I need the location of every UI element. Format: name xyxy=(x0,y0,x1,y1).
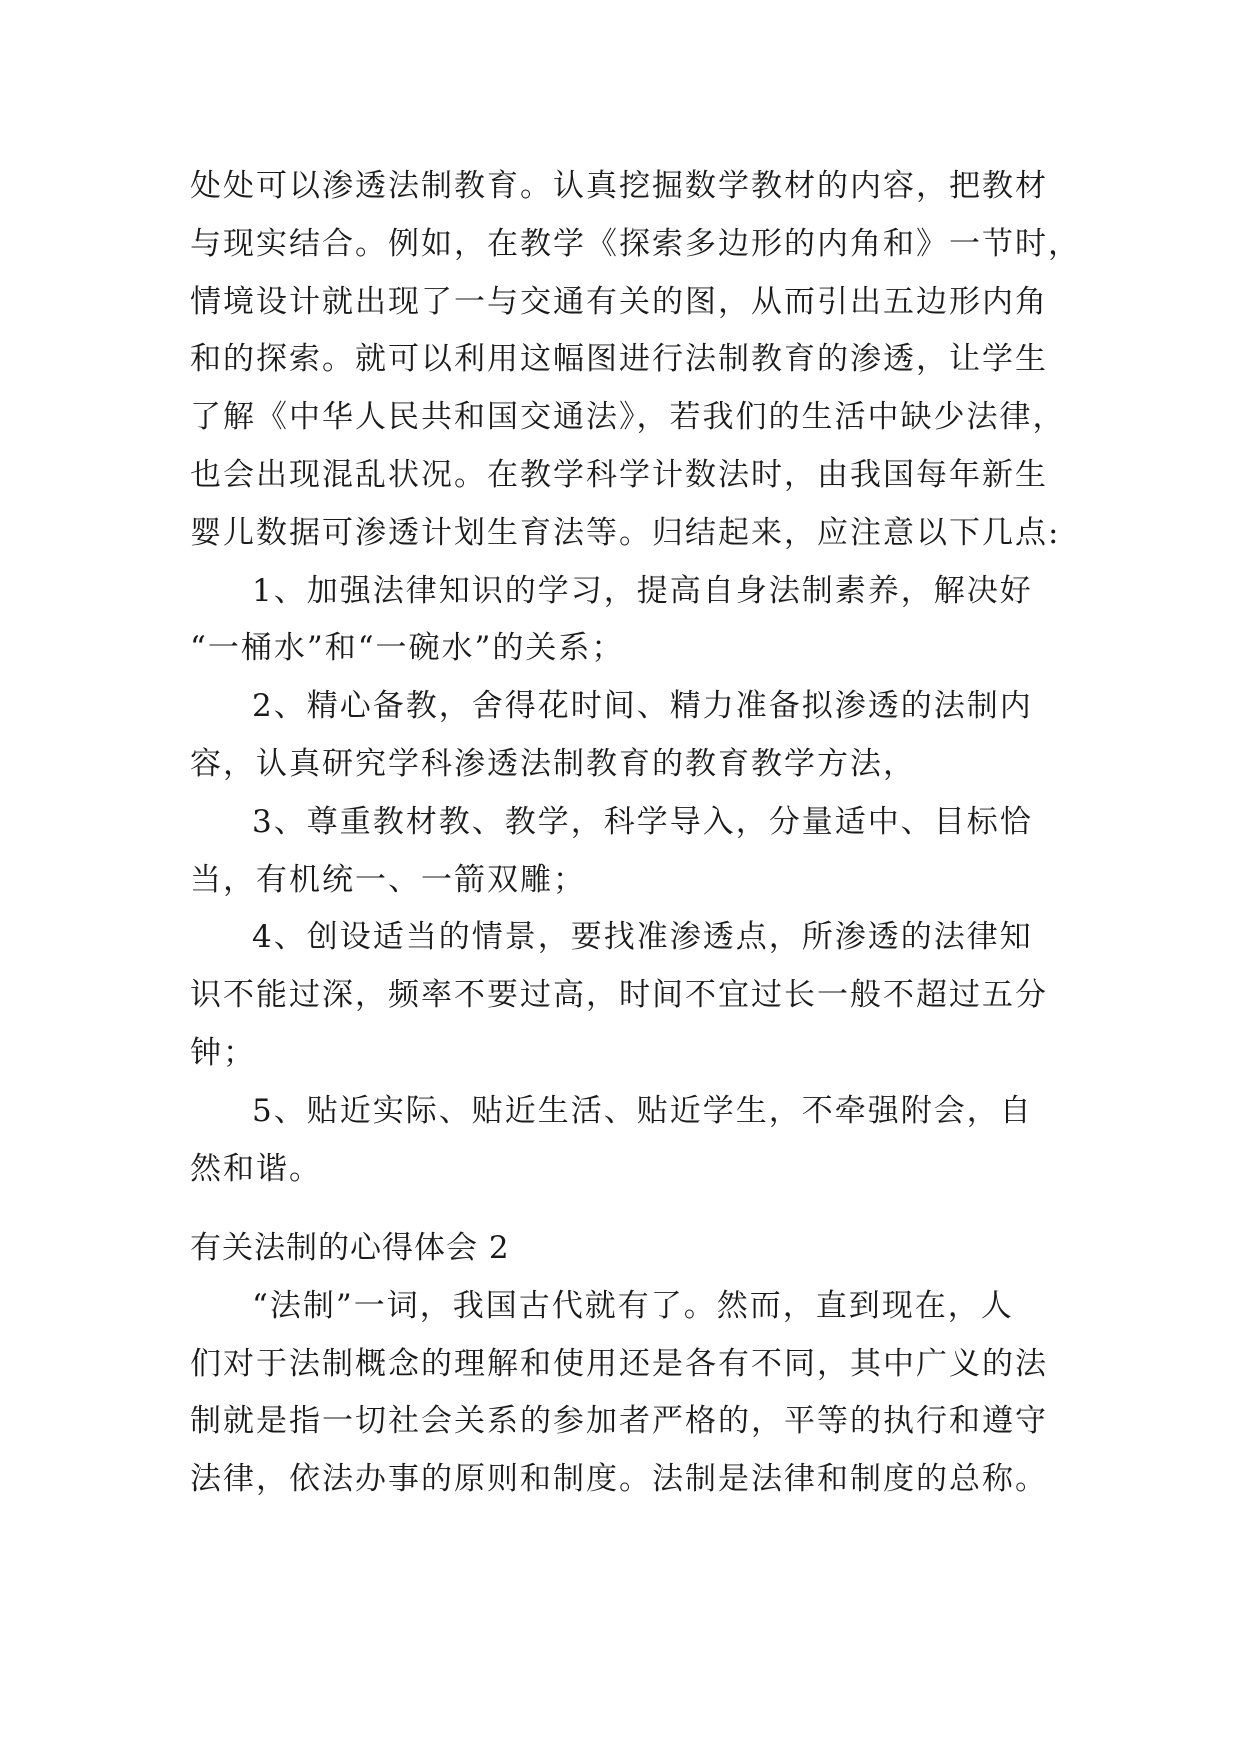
list-item-5-continuation: 然和谐。 xyxy=(190,1150,322,1187)
paragraph-line: 们对于法制概念的理解和使用还是各有不同，其中广义的法 xyxy=(190,1345,1048,1382)
paragraph-line: 和的探索。就可以利用这幅图进行法制教育的渗透，让学生 xyxy=(190,341,1048,378)
list-item-2: 2、精心备教，舍得花时间、精力准备拟渗透的法制内 xyxy=(252,688,1033,725)
section-2 xyxy=(190,1220,1070,1509)
paragraph-line: 法律，依法办事的原则和制度。法制是法律和制度的总称。 xyxy=(190,1461,1048,1498)
list-item-3-continuation: 当，有机统一、一箭双雕； xyxy=(190,861,586,898)
list-item-1: 1、加强法律知识的学习，提高自身法制素养，解决好 xyxy=(252,572,1033,609)
paragraph-line: 了解《中华人民共和国交通法》，若我们的生活中缺少法律， xyxy=(190,399,1066,436)
list-item-4-continuation: 钟； xyxy=(190,1034,256,1071)
list-item-5: 5、贴近实际、贴近生活、贴近学生，不牵强附会，自 xyxy=(252,1092,1033,1129)
section-title: 有关法制的心得体会 2 xyxy=(190,1230,510,1266)
list-item-1-continuation: “一桶水”和“一碗水”的关系； xyxy=(190,630,625,667)
paragraph-line: 制就是指一切社会关系的参加者严格的，平等的执行和遵守 xyxy=(190,1403,1048,1440)
list-item-4-continuation: 识不能过深，频率不要过高，时间不宜过长一般不超过五分 xyxy=(190,977,1048,1014)
paragraph-line: “法制”一词，我国古代就有了。然而，直到现在，人 xyxy=(252,1287,1014,1324)
paragraph-line: 婴儿数据可渗透计划生育法等。归结起来，应注意以下几点: xyxy=(190,514,1061,551)
paragraph-line: 也会出现混乱状况。在教学科学计数法时，由我国每年新生 xyxy=(190,456,1048,493)
list-item-4: 4、创设适当的情景，要找准渗透点，所渗透的法律知 xyxy=(252,919,1033,956)
section-1 xyxy=(190,158,1081,1198)
list-item-2-continuation: 容，认真研究学科渗透法制教育的教育教学方法， xyxy=(190,745,916,782)
paragraph-line: 处处可以渗透法制教育。认真挖掘数学教材的内容，把教材 xyxy=(190,168,1048,204)
paragraph-line: 情境设计就出现了一与交通有关的图，从而引出五边形内角 xyxy=(190,283,1048,320)
list-item-3: 3、尊重教材教、教学，科学导入，分量适中、目标恰 xyxy=(252,803,1033,840)
paragraph-line: 与现实结合。例如，在教学《探索多边形的内角和》一节时， xyxy=(190,225,1081,262)
